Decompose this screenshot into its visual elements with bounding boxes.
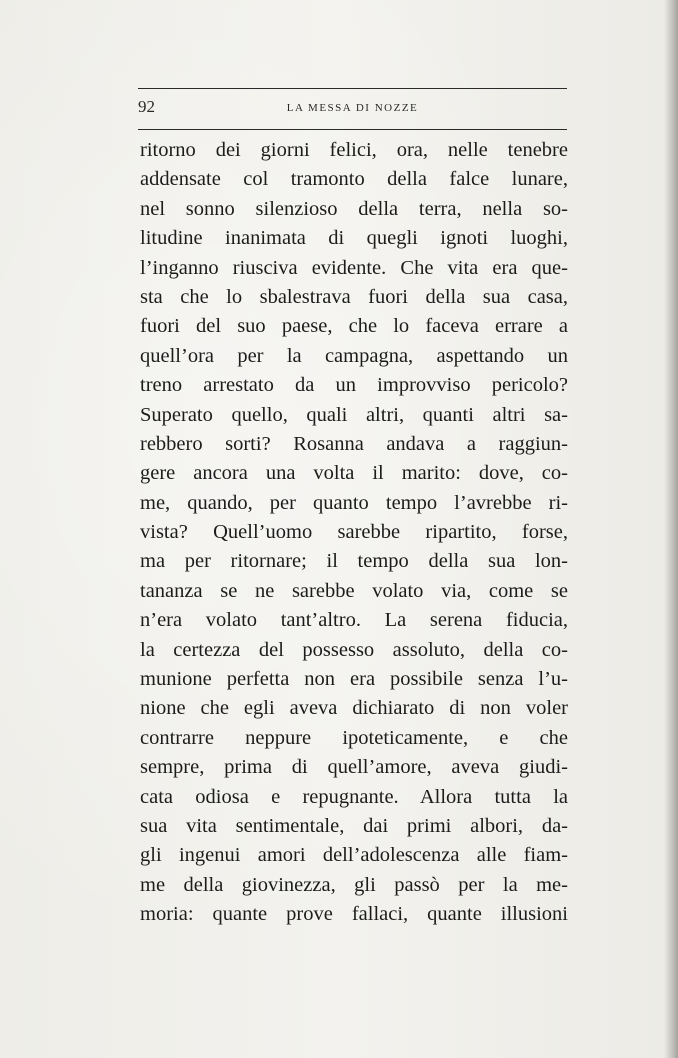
- text-line: Superato quello, quali altri, quanti altri sa-: [140, 403, 568, 426]
- text-line: sta che lo sbalestrava fuori della sua casa,: [140, 285, 568, 308]
- text-line: sempre, prima di quell’amore, aveva giudi-: [140, 756, 568, 779]
- text-line: munione perfetta non era possibile senza l’u-: [140, 668, 568, 691]
- text-line: gere ancora una volta il marito: dove, co-: [140, 462, 568, 485]
- text-line: ma per ritornare; il tempo della sua lon-: [140, 550, 568, 573]
- text-line: litudine inanimata di quegli ignoti luoghi,: [140, 227, 568, 250]
- text-line: n’era volato tant’altro. La serena fiducia,: [140, 609, 568, 632]
- text-line: addensate col tramonto della falce lunare,: [140, 168, 568, 191]
- text-line: la certezza del possesso assoluto, della co-: [140, 638, 568, 661]
- text-line: quell’ora per la campagna, aspettando un: [140, 344, 568, 367]
- text-line: tananza se ne sarebbe volato via, come se: [140, 579, 568, 602]
- text-line: nione che egli aveva dichiarato di non voler: [140, 697, 568, 720]
- text-line: me della giovinezza, gli passò per la me-: [140, 873, 568, 896]
- text-line: fuori del suo paese, che lo faceva errare a: [140, 315, 568, 338]
- text-line: vista? Quell’uomo sarebbe ripartito, forse,: [140, 521, 568, 544]
- text-line: rebbero sorti? Rosanna andava a raggiun-: [140, 432, 568, 455]
- text-line: gli ingenui amori dell’adolescenza alle fiam-: [140, 844, 568, 867]
- text-line: contrarre neppure ipoteticamente, e che: [140, 726, 568, 749]
- text-line: treno arrestato da un improvviso pericolo?: [140, 374, 568, 397]
- header-rule-bottom: [138, 129, 567, 130]
- body-text: [140, 136, 568, 930]
- page-binding-shadow: [664, 0, 678, 1058]
- text-line: l’inganno riusciva evidente. Che vita era que-: [140, 256, 568, 279]
- text-line: me, quando, per quanto tempo l’avrebbe ri-: [140, 491, 568, 514]
- text-line: sua vita sentimentale, dai primi albori, da-: [140, 814, 568, 837]
- header-rule-top: [138, 88, 567, 89]
- text-line: nel sonno silenzioso della terra, nella so-: [140, 197, 568, 220]
- text-line: cata odiosa e repugnante. Allora tutta la: [140, 785, 568, 808]
- text-line: ritorno dei giorni felici, ora, nelle tenebre: [140, 139, 568, 161]
- text-line: moria: quante prove fallaci, quante illusioni: [140, 903, 568, 926]
- running-head: LA MESSA DI NOZZE: [286, 102, 419, 114]
- page-number: 92: [138, 97, 155, 116]
